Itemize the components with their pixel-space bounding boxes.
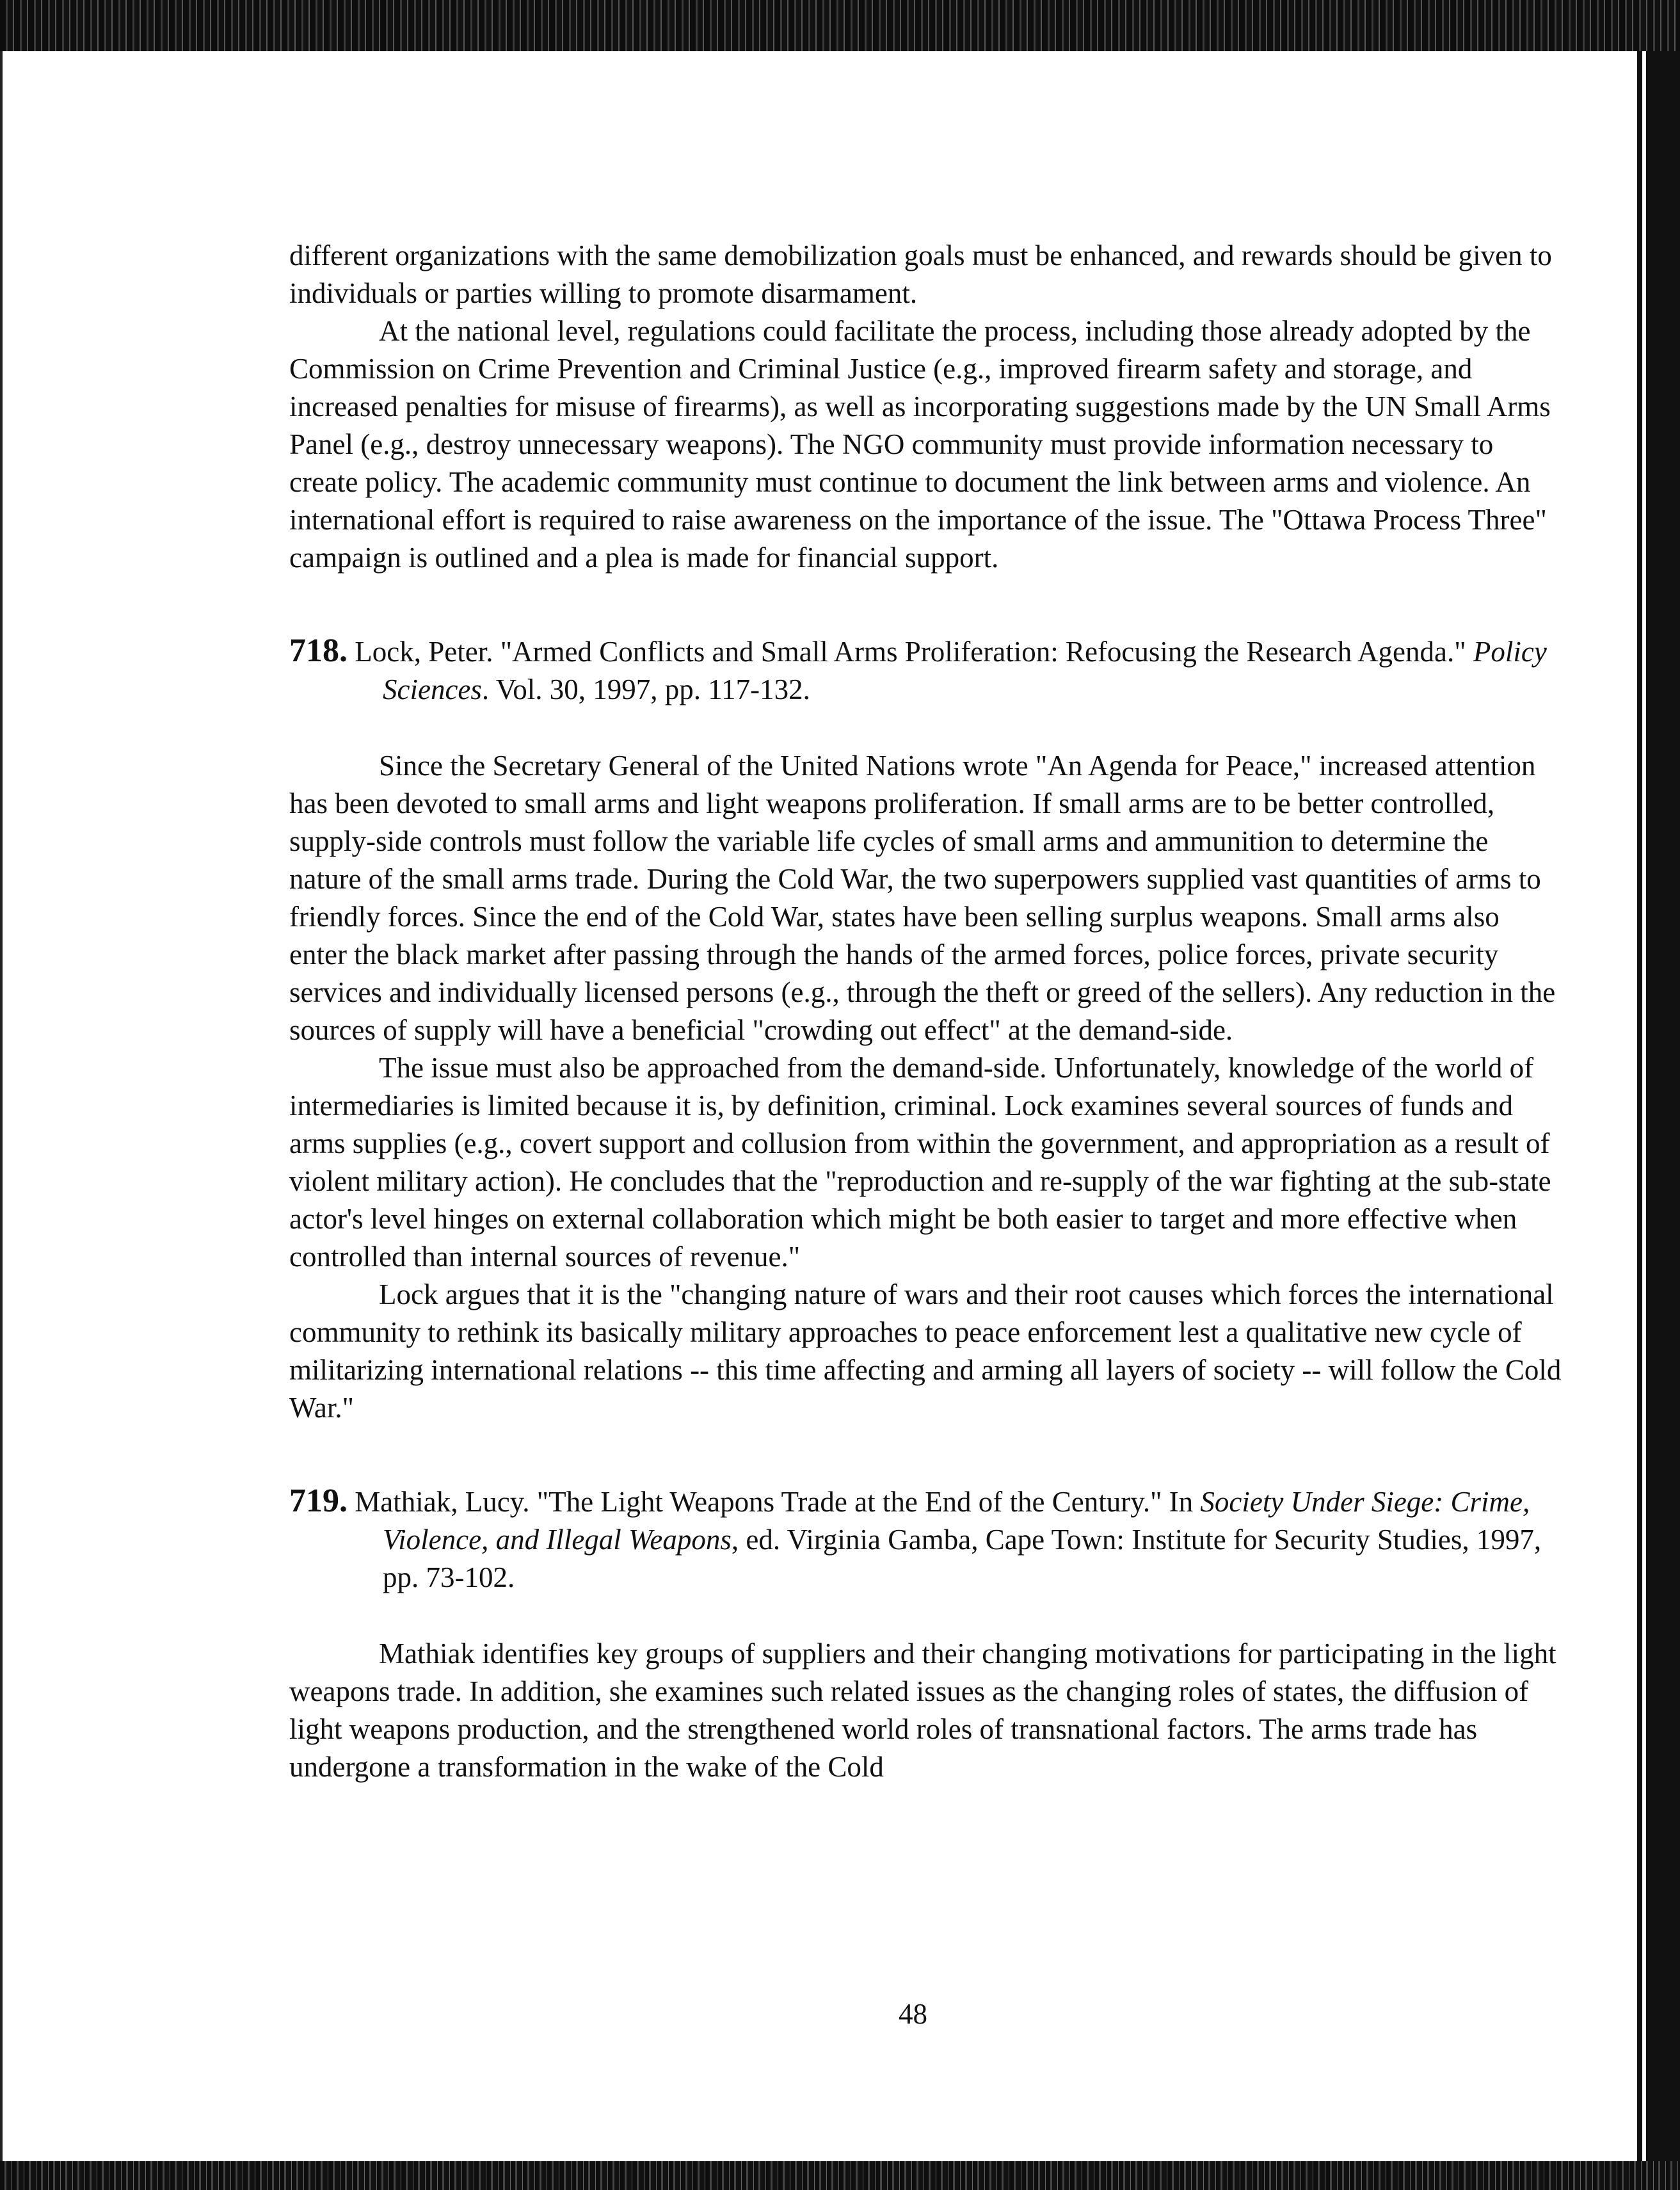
page-content: [289, 237, 1563, 1786]
entry-number: 719.: [289, 1483, 348, 1519]
abstract-paragraph: Lock argues that it is the "changing nature of wars and their root causes which forces the international community to rethink its basically military approaches to peace enforcement lest a qualitative new cycle of militarizing international relations -- this time affecting and arming all layers of society -- will follow the Cold War.": [289, 1278, 1562, 1424]
paragraph-national-level: At the national level, regulations could facilitate the process, including those already adopted by the Commission on Crime Prevention and Criminal Justice (e.g., improved firearm safety and storage, and increased penalties for misuse of firearms), as well as incorporating suggestions made by the UN Small Arms Panel (e.g., destroy unnecessary weapons). The NGO community must provide information necessary to create policy. The academic community must continue to document the link between arms and violence. An international effort is required to raise awareness on the importance of the issue. The "Ottawa Process Three" campaign is outlined and a plea is made for financial support.: [289, 315, 1551, 574]
abstract-paragraph: The issue must also be approached from the demand-side. Unfortunately, knowledge of the world of intermediaries is limited because it is, by definition, criminal. Lock examines several sources of funds and arms supplies (e.g., covert support and collusion from within the government, and appropriation as a result of violent military action). He concludes that the "reproduction and re-supply of the war fighting at the sub-state actor's level hinges on external collaboration which might be both easier to target and more effective when controlled than internal sources of revenue.": [289, 1052, 1551, 1273]
spacer: [289, 709, 1563, 747]
spacer: [289, 1597, 1563, 1635]
abstract-paragraph: Since the Secretary General of the United Nations wrote "An Agenda for Peace," increased attention has been devoted to small arms and light weapons proliferation. If small arms are to be better controlled, supply-side controls must follow the variable life cycles of small arms and ammunition to determine the nature of the small arms trade. During the Cold War, the two superpowers supplied vast quantities of arms to friendly forces. Since the end of the Cold War, states have been selling surplus weapons. Small arms also enter the black market after passing through the hands of the armed forces, police forces, private security services and individually licensed persons (e.g., through the theft or greed of the sellers). Any reduction in the sources of supply will have a beneficial "crowding out effect" at the demand-side.: [289, 750, 1556, 1046]
paragraph-continuation: different organizations with the same demobilization goals must be enhanced, and rewards should be given to individuals or parties willing to promote disarmament.: [289, 239, 1552, 309]
bibliography-entry-719: [289, 1482, 1563, 1597]
entry-book-title: Society Under Siege: Crime, Violence, and Illegal Weapons: [383, 1486, 1530, 1556]
abstract-paragraph: Mathiak identifies key groups of suppliers and their changing motivations for participating in the light weapons trade. In addition, she examines such related issues as the changing roles of states, the diffusion of light weapons production, and the strengthened world roles of transnational factors. The arms trade has undergone a transformation in the wake of the Cold: [289, 1638, 1556, 1783]
entry-citation: Lock, Peter. "Armed Conflicts and Small Arms Proliferation: Refocusing the Research Agenda.": [348, 636, 1473, 668]
scan-border-bottom: [0, 2161, 1680, 2190]
scan-border-right: [1637, 51, 1680, 2161]
entry-citation-details: . Vol. 30, 1997, pp. 117-132.: [481, 673, 810, 705]
entry-citation: Mathiak, Lucy. "The Light Weapons Trade at the End of the Century." In: [348, 1486, 1201, 1518]
page-number: 48: [899, 1998, 927, 2030]
spacer: [289, 577, 1563, 632]
bibliography-entry-718: [289, 632, 1563, 709]
document-page: [3, 51, 1637, 2161]
page-edge: [1642, 51, 1646, 2161]
spacer: [289, 1427, 1563, 1482]
entry-number: 718.: [289, 632, 348, 669]
scan-border-top: [0, 0, 1680, 51]
entry-journal-title: Policy Sciences: [383, 636, 1547, 705]
entry-citation-details: , ed. Virginia Gamba, Cape Town: Institute for Security Studies, 1997, pp. 73-102.: [383, 1524, 1542, 1593]
